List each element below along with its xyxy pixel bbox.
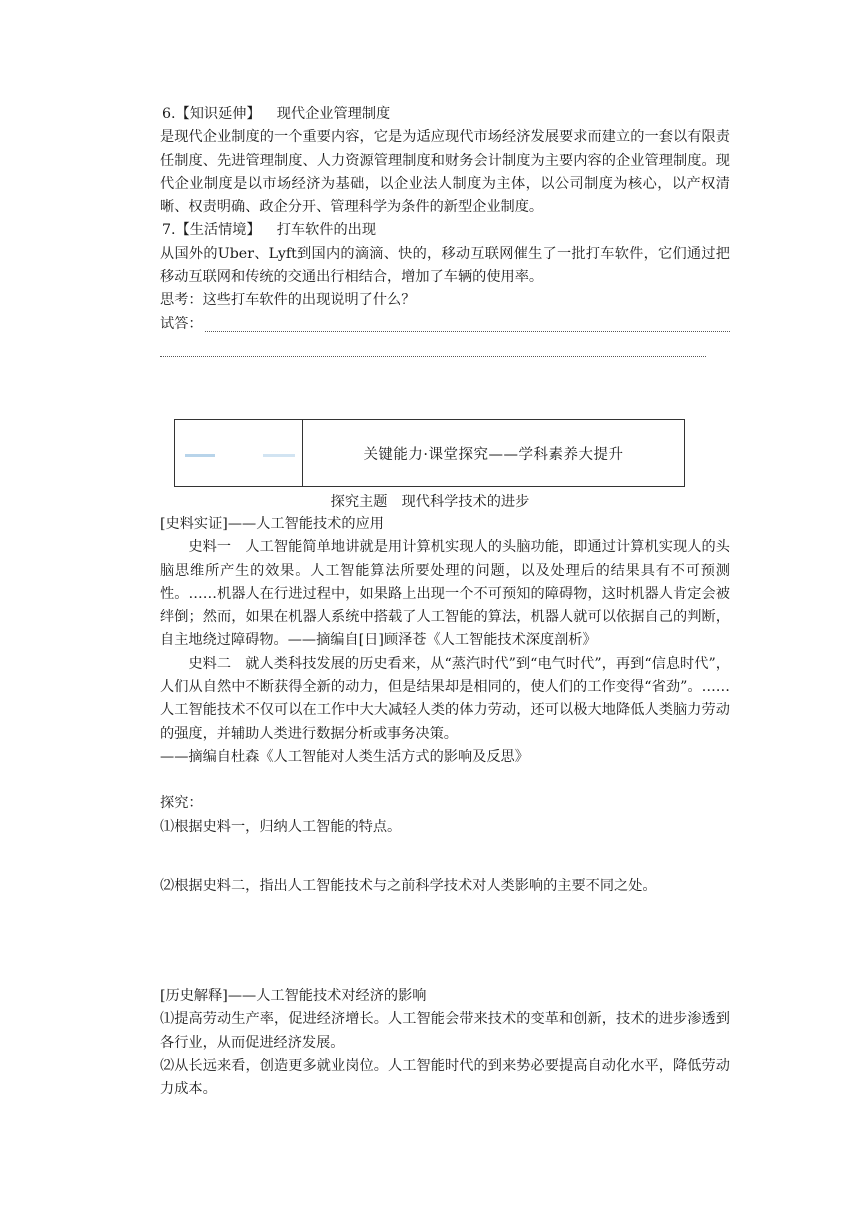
section-banner [174,419,685,487]
explore-label: 探究： [160,795,203,812]
life-body: 从国外的Uber、Lyft到国内的滴滴、快的，移动互联网催生了一批打车软件，它们通过把移动互联网和传统的交通出行相结合，增加了车辆的使用率。 [160,245,730,286]
extension-heading-tag: 【知识延伸】 [175,106,261,122]
evidence-heading: [史料实证]——人工智能技术的应用 [160,516,384,532]
evidence-section [160,513,730,898]
interpretation-point-2: ⑵从长远来看，创造更多就业岗位。人工智能时代的到来势必要提高自动化水平，降低劳动力成本。 [160,1057,730,1098]
banner-decoration [175,420,303,486]
banner-title: 关键能力·课堂探究——学科素养大提升 [363,446,624,463]
life-heading-tag: 【生活情境】 [175,222,261,239]
extension-heading-title: 现代企业管理制度 [276,106,391,122]
extension-heading-num: 6. [162,106,176,122]
source-one: 史料一 人工智能简单地讲就是用计算机实现人的头脑功能，即通过计算机实现人的头脑思维所产生的效果。人工智能算法所要处理的问题，以及处理后的结果具有不可预测性。……机器人在行进过程中，如果路上出现一个不可预知的障碍物，这时机器人肯定会被绊倒；然而，如果在机器人系统中搭载了人工智能的算法，机器人就可以依据自己的判断，自主地绕过障碍物。——摘编自[日]顾泽苍《人工智能技术深度剖析》 [160,539,730,649]
answer-label: 试答： [160,315,203,332]
interpretation-section [160,985,730,1101]
extension-body: 是现代企业制度的一个重要内容，它是为适应现代市场经济发展要求而建立的一套以有限责任制度、先进管理制度、人力资源管理制度和财务会计制度为主要内容的企业管理制度。现代企业制度是以市场经济为基础，以企业法人制度为主体，以公司制度为核心，以产权清晰、权责明确、政企分开、管理科学为条件的新型企业制度。 [160,129,730,216]
source-two-citation: ——摘编自杜森《人工智能对人类生活方式的影响及反思》 [160,748,529,765]
life-heading [160,219,730,242]
upper-section [160,103,730,357]
question-one: ⑴根据史料一，归纳人工智能的特点。 [160,818,402,835]
source-two: 史料二 就人类科技发展的历史看来，从“蒸汽时代”到“电气时代”，再到“信息时代”，人们从自然中不断获得全新的动力，但是结果却是相同的，使人们的工作变得“省劲”。……人工智能技术不仅可以在工作中大大减轻人类的体力劳动，还可以极大地降低人类脑力劳动的强度，并辅助人类进行数据分析或事务决策。 [160,655,730,742]
interpretation-heading: [历史解释]——人工智能技术对经济的影响 [160,988,427,1004]
topic-title: 探究主题 现代科学技术的进步 [330,494,530,510]
extension-heading [160,103,730,126]
question-two: ⑵根据史料二，指出人工智能技术与之前科学技术对人类影响的主要不同之处。 [160,877,657,894]
answer-line-1[interactable] [205,313,730,332]
life-heading-title: 打车软件的出现 [276,222,377,239]
answer-row [160,313,730,336]
banner-deco-bar [185,454,215,457]
life-question: 思考：这些打车软件的出现说明了什么？ [160,292,416,309]
answer-line-2[interactable] [160,338,706,357]
interpretation-point-1: ⑴提高劳动生产率，促进经济增长。人工智能会带来技术的变革和创新，技术的进步渗透到各行业，从而促进经济发展。 [160,1011,730,1051]
life-heading-num: 7. [162,222,176,239]
banner-deco-bar [263,454,295,457]
